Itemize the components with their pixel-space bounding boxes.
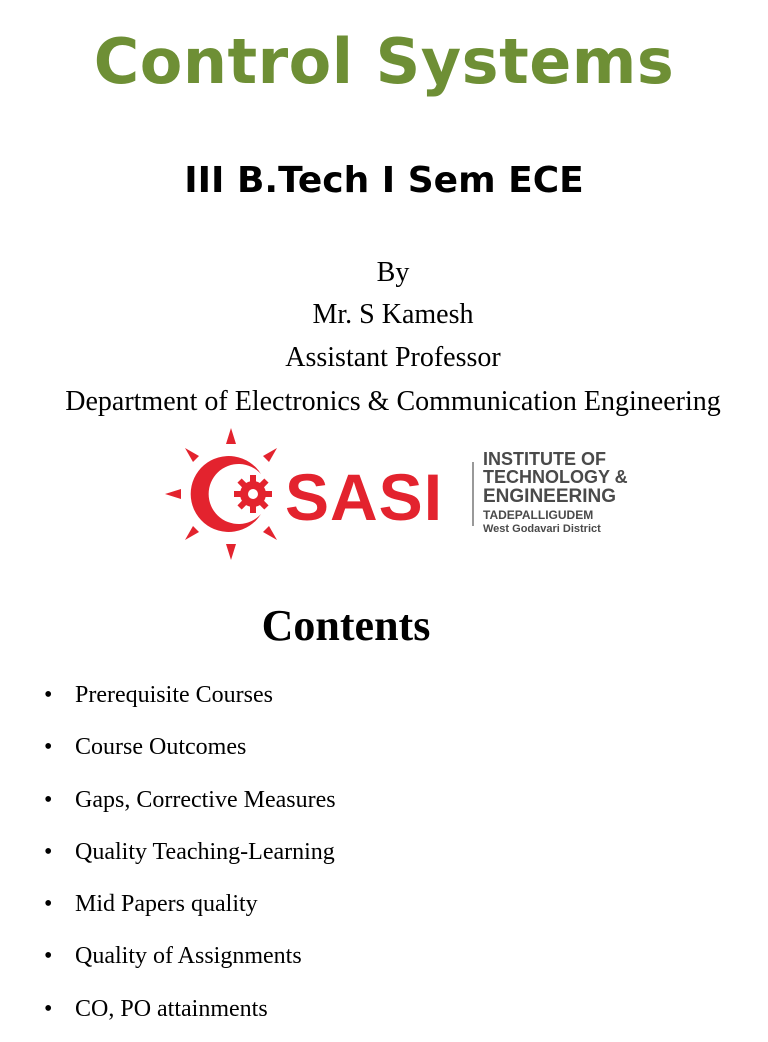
bullet-icon: • (44, 682, 53, 708)
list-item-text: CO, PO attainments (75, 995, 268, 1022)
institute-name (483, 450, 628, 536)
bullet-icon: • (44, 734, 53, 761)
institute-line-3: ENGINEERING (483, 486, 617, 507)
bullet-icon: • (44, 995, 53, 1022)
institute-line-4: TADEPALLIGUDEM (483, 508, 594, 522)
author-name: Mr. S Kamesh (312, 299, 474, 330)
institute-line-1: INSTITUTE OF (483, 449, 606, 469)
institute-line-2: TECHNOLOGY & (483, 467, 628, 487)
logo-wordmark: SASI (285, 460, 444, 534)
bullet-icon: • (44, 891, 53, 918)
logo-divider (472, 462, 474, 526)
bullet-icon: • (44, 838, 53, 865)
bullet-icon: • (44, 786, 53, 813)
list-item-text: Gaps, Corrective Measures (75, 786, 336, 813)
list-item-text: Quality of Assignments (75, 943, 302, 970)
author-by: By (376, 257, 410, 288)
list-item-text: Mid Papers quality (75, 891, 258, 918)
contents-heading: Contents (261, 601, 431, 650)
slide-subtitle: III B.Tech I Sem ECE (184, 160, 584, 201)
institute-logo (165, 428, 635, 568)
author-department: Department of Electronics & Communication Engineering (65, 386, 721, 417)
author-role: Assistant Professor (285, 342, 501, 373)
list-item-text: Quality Teaching-Learning (75, 838, 335, 865)
slide-title: Control Systems (93, 25, 675, 98)
list-item-text: Course Outcomes (75, 734, 247, 761)
bullet-icon: • (44, 943, 53, 970)
sun-gear-emblem-icon (165, 428, 297, 560)
institute-line-5: West Godavari District (483, 523, 601, 535)
list-item-text: Prerequisite Courses (75, 682, 273, 708)
